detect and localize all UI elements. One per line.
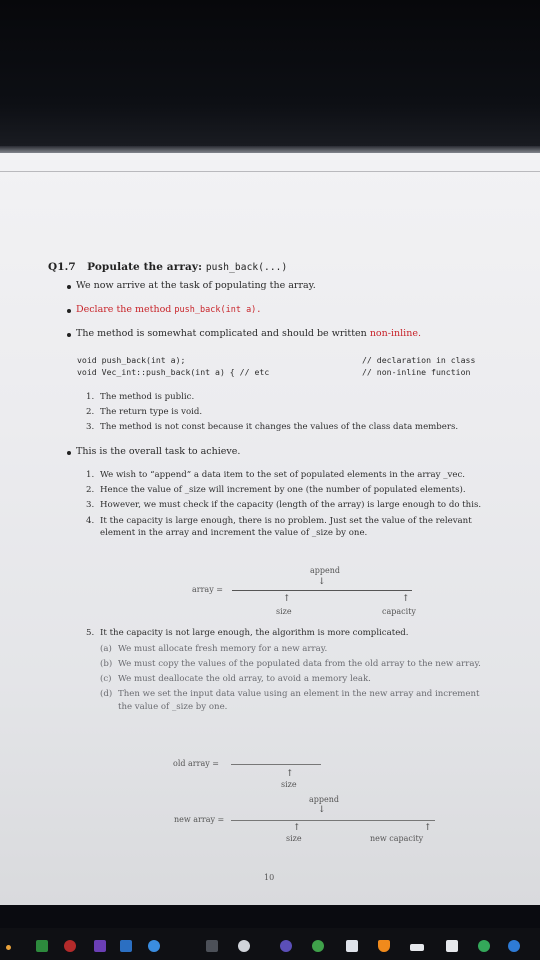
- vs-code-icon[interactable]: [120, 940, 132, 952]
- red-app-icon[interactable]: [64, 940, 76, 952]
- bullet-2-text: Declare the method: [76, 304, 175, 315]
- taskbar: [0, 928, 540, 960]
- list-item: 3. The method is not const because it changes the values of the class data members.: [86, 422, 459, 432]
- code-line-1: void push_back(int a);: [77, 355, 186, 365]
- new-array-line: [231, 820, 435, 821]
- up-arrow-icon: ↑: [283, 594, 291, 604]
- visual-studio-icon[interactable]: [94, 940, 106, 952]
- list-item: 4. It the capacity is large enough, there is no problem. Just set the value of the relevant: [86, 516, 472, 526]
- window-icon[interactable]: [446, 940, 458, 952]
- edge-icon[interactable]: [508, 940, 520, 952]
- question-title-code: push_back(...): [205, 262, 288, 273]
- bullet-dot: [67, 333, 71, 337]
- old-array-line: [231, 764, 321, 765]
- bullet-1: We now arrive at the task of populating the array.: [76, 280, 316, 291]
- bullet-3-text: The method is somewhat complicated and should be written: [76, 328, 370, 339]
- array-line: [232, 590, 412, 591]
- question-title-text: Populate the array:: [87, 261, 203, 273]
- battery-icon[interactable]: [410, 944, 424, 951]
- code-line-2: void Vec_int::push_back(int a) { // etc: [77, 367, 270, 377]
- down-arrow-icon: ↓: [318, 577, 326, 587]
- green-app-icon[interactable]: [478, 940, 490, 952]
- list-item: 5. It the capacity is not large enough, the algorithm is more complicated.: [86, 628, 409, 638]
- list-item: (b) We must copy the values of the populated data from the old array to the new array.: [100, 659, 481, 669]
- window-icon[interactable]: [346, 940, 358, 952]
- vlc-icon[interactable]: [378, 940, 390, 952]
- header-rule: [0, 171, 540, 172]
- list-item: 2. Hence the value of _size will increment by one (the number of populated elements).: [86, 485, 466, 495]
- array-label: array =: [192, 585, 223, 594]
- bullet-2-code: push_back(int a).: [174, 305, 262, 315]
- code-line-2-comment: // non-inline function: [362, 367, 471, 377]
- chrome-icon[interactable]: [312, 940, 324, 952]
- bullet-4: This is the overall task to achieve.: [76, 446, 241, 457]
- new-array-label: new array =: [174, 815, 225, 824]
- calculator-icon[interactable]: [206, 940, 218, 952]
- capacity-label: capacity: [382, 607, 416, 616]
- code-line-1-comment: // declaration in class: [362, 355, 476, 365]
- bullet-2: [76, 304, 261, 316]
- up-arrow-icon: ↑: [402, 594, 410, 604]
- list-item: 3. However, we must check if the capacity (length of the array) is large enough to do this.: [86, 500, 482, 510]
- chat-icon[interactable]: [280, 940, 292, 952]
- old-array-label: old array =: [173, 759, 219, 768]
- document-page: [0, 153, 540, 905]
- globe-icon[interactable]: [238, 940, 250, 952]
- up-arrow-icon: ↑: [424, 823, 432, 833]
- append-label: append: [309, 795, 340, 804]
- down-arrow-icon: ↓: [318, 805, 326, 815]
- list-item: (a) We must allocate fresh memory for a new array.: [100, 644, 328, 654]
- orange-app-icon[interactable]: [6, 945, 11, 950]
- dark-background: [0, 0, 540, 148]
- list-item: (d) Then we set the input data value using an element in the new array and increment: [100, 689, 480, 699]
- bullet-dot: [67, 309, 71, 313]
- photo-icon[interactable]: [36, 940, 48, 952]
- up-arrow-icon: ↑: [286, 769, 294, 779]
- list-item: 1. The method is public.: [86, 392, 195, 402]
- list-item: (c) We must deallocate the old array, to avoid a memory leak.: [100, 674, 371, 684]
- bullet-dot: [67, 451, 71, 455]
- page-number: 10: [264, 873, 275, 882]
- size-label: size: [281, 780, 297, 789]
- list-item: element in the array and increment the value of _size by one.: [100, 528, 368, 538]
- list-item: the value of _size by one.: [118, 702, 228, 712]
- bullet-3-red: non-inline.: [369, 328, 421, 339]
- question-title: [48, 261, 287, 273]
- size-label: size: [286, 834, 302, 843]
- bullet-dot: [67, 285, 71, 289]
- up-arrow-icon: ↑: [293, 823, 301, 833]
- question-number: Q1.7: [48, 261, 76, 273]
- bullet-3: [76, 328, 421, 340]
- size-label: size: [276, 607, 292, 616]
- bird-icon[interactable]: [148, 940, 160, 952]
- append-label: append: [310, 566, 341, 575]
- new-capacity-label: new capacity: [370, 834, 424, 843]
- list-item: 1. We wish to “append” a data item to the set of populated elements in the array _vec.: [86, 470, 466, 480]
- list-item: 2. The return type is void.: [86, 407, 203, 417]
